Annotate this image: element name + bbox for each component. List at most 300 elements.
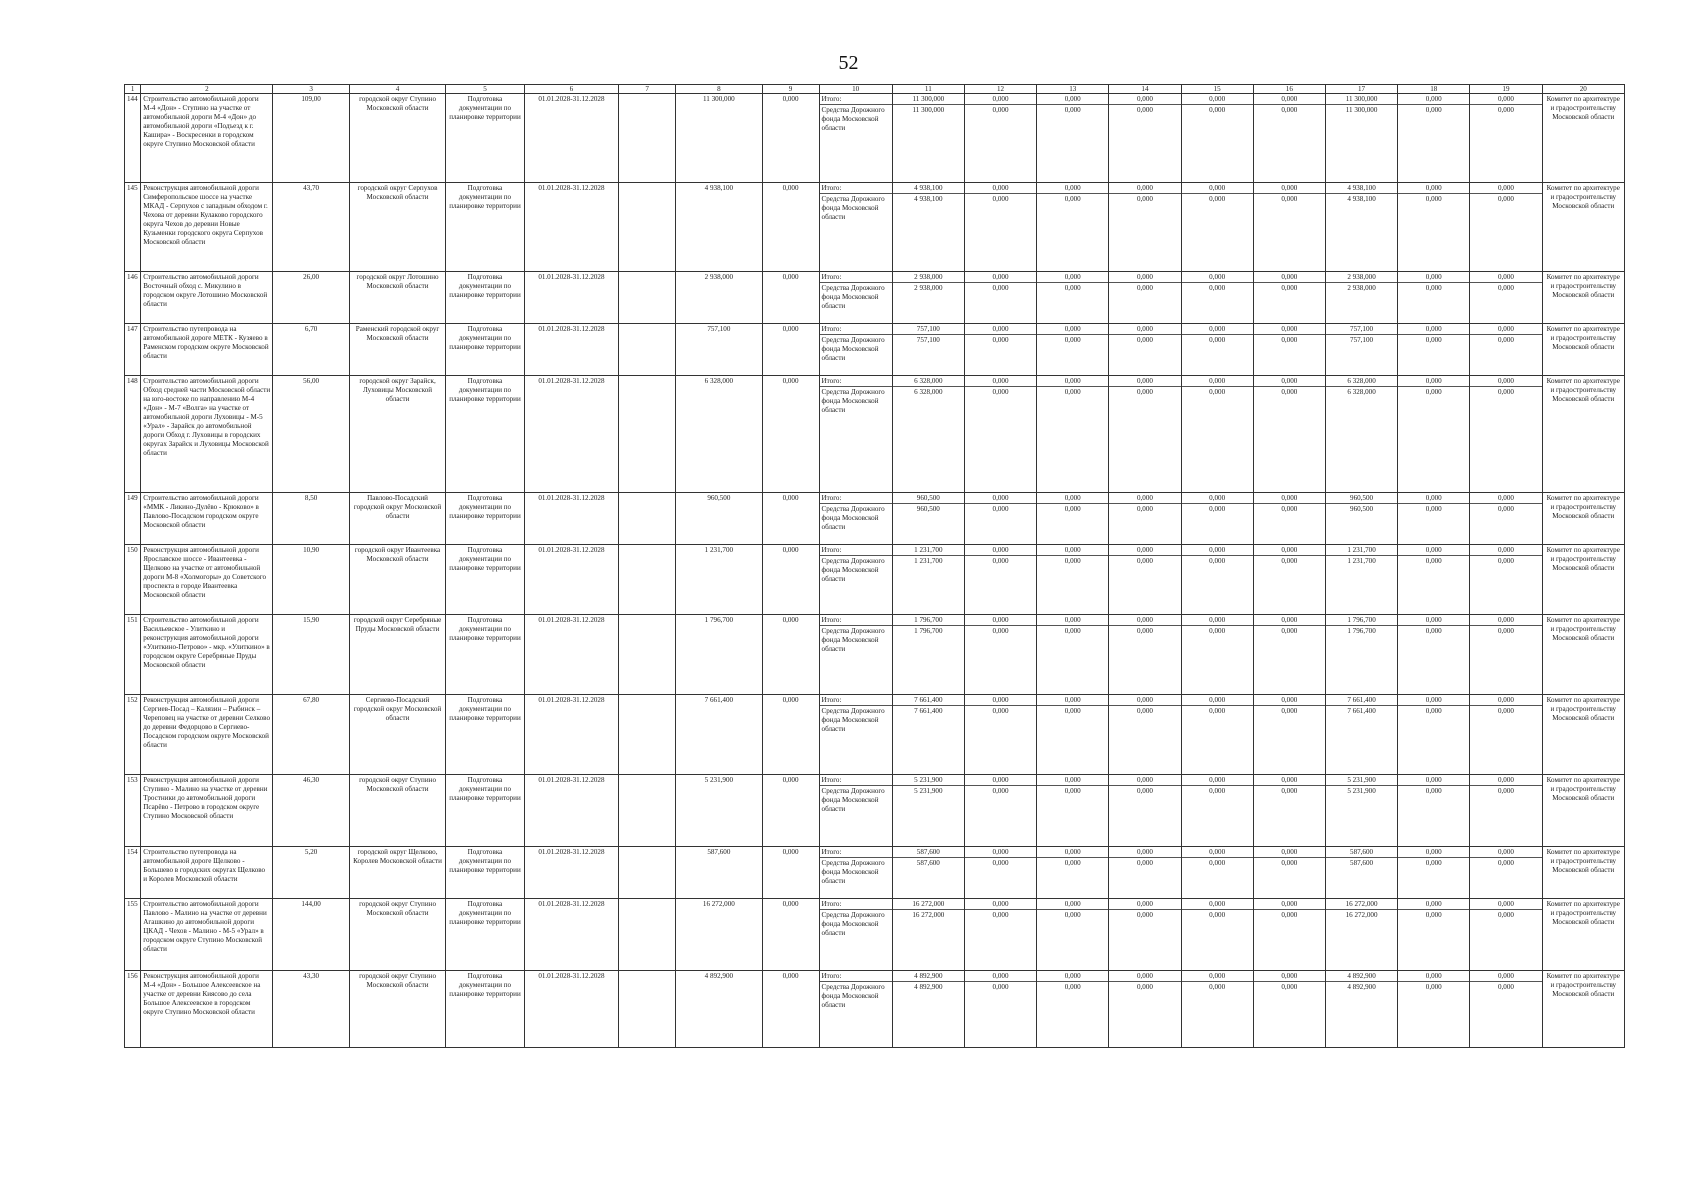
amount-source: 0,000 [1064, 627, 1081, 635]
object-name: Строительство автомобильной дороги Павлово - Малино на участке от деревни Агашкино до автомобильной дороги ЦКАД - Чехов - Малино - М-5 «Урал» в городском округе Ступино Московской области [141, 899, 273, 971]
amount-total: 16 272,000 [893, 900, 964, 910]
amount-col-14 [1109, 493, 1181, 545]
amount-total: 0,000 [1470, 696, 1541, 706]
amount-total: 0,000 [1037, 776, 1108, 786]
amount-source: 0,000 [1425, 787, 1442, 795]
amount-total: 0,000 [1470, 616, 1541, 626]
amount-total: 0,000 [1470, 546, 1541, 556]
amount-total: 0,000 [1037, 616, 1108, 626]
amount-source: 0,000 [1497, 388, 1514, 396]
amount-col-13 [1037, 545, 1109, 615]
amount-total: 0,000 [1037, 972, 1108, 982]
amount-col-18 [1398, 775, 1470, 847]
amount-col-19 [1470, 493, 1542, 545]
cost-total: 1 796,700 [676, 615, 762, 695]
amount-source: 0,000 [1497, 911, 1514, 919]
responsible-body: Комитет по архитектуре и градостроительству Московской области [1542, 971, 1624, 1048]
amount-col-19 [1470, 545, 1542, 615]
amount-total: 4 892,900 [893, 972, 964, 982]
column-number: 19 [1470, 85, 1542, 94]
col-9-value: 0,000 [762, 847, 819, 899]
municipality: городской округ Серебряные Пруды Московской области [349, 615, 446, 695]
amount-total: 0,000 [1398, 776, 1469, 786]
row-number: 153 [125, 775, 141, 847]
amount-source: 0,000 [1136, 627, 1153, 635]
col-9-value: 0,000 [762, 695, 819, 775]
amount-col-15 [1181, 695, 1253, 775]
table-row [125, 545, 1625, 615]
amount-col-18 [1398, 695, 1470, 775]
table-row [125, 615, 1625, 695]
source-label: Средства Дорожного фонда Московской области [821, 336, 885, 362]
amount-col-12 [964, 695, 1036, 775]
amount-source: 0,000 [992, 195, 1009, 203]
amount-col-17 [1325, 94, 1397, 183]
amount-source: 0,000 [1136, 284, 1153, 292]
amount-source: 0,000 [1497, 557, 1514, 565]
amount-total: 0,000 [1109, 848, 1180, 858]
amount-col-15 [1181, 272, 1253, 324]
col-7-empty [619, 899, 676, 971]
col-9-value: 0,000 [762, 183, 819, 272]
amount-total: 0,000 [1254, 325, 1325, 335]
row-number: 155 [125, 899, 141, 971]
road-length: 5,20 [273, 847, 349, 899]
road-length: 46,30 [273, 775, 349, 847]
amount-col-14 [1109, 971, 1181, 1048]
funding-source [819, 615, 892, 695]
amount-col-11 [892, 183, 964, 272]
amount-total: 587,600 [893, 848, 964, 858]
amount-total: 0,000 [1398, 184, 1469, 194]
responsible-body: Комитет по архитектуре и градостроительству Московской области [1542, 847, 1624, 899]
amount-source: 960,500 [1350, 505, 1374, 513]
amount-col-15 [1181, 615, 1253, 695]
funding-source [819, 94, 892, 183]
amount-source: 16 272,000 [912, 911, 945, 919]
amount-col-17 [1325, 615, 1397, 695]
amount-col-11 [892, 615, 964, 695]
period: 01.01.2028-31.12.2028 [524, 183, 619, 272]
amount-total: 757,100 [1326, 325, 1397, 335]
stage: Подготовка документации по планировке территории [446, 272, 524, 324]
amount-total: 0,000 [1037, 848, 1108, 858]
amount-total: 2 938,000 [893, 273, 964, 283]
road-length: 43,30 [273, 971, 349, 1048]
col-7-empty [619, 183, 676, 272]
amount-source: 0,000 [1281, 787, 1298, 795]
amount-total: 0,000 [965, 616, 1036, 626]
cost-total: 4 938,100 [676, 183, 762, 272]
municipality: городской округ Ступино Московской области [349, 899, 446, 971]
amount-source: 0,000 [1064, 106, 1081, 114]
amount-source: 0,000 [992, 284, 1009, 292]
amount-source: 0,000 [1209, 983, 1226, 991]
amount-total: 0,000 [1470, 184, 1541, 194]
funding-source [819, 971, 892, 1048]
road-length: 10,90 [273, 545, 349, 615]
amount-col-18 [1398, 272, 1470, 324]
amount-total: 0,000 [1182, 776, 1253, 786]
amount-col-19 [1470, 695, 1542, 775]
amount-col-14 [1109, 545, 1181, 615]
amount-total: 0,000 [1398, 546, 1469, 556]
amount-col-16 [1253, 899, 1325, 971]
amount-total: 11 300,000 [893, 95, 964, 105]
amount-source: 0,000 [1425, 557, 1442, 565]
amount-total: 0,000 [1398, 377, 1469, 387]
object-name: Строительство автомобильной дороги М-4 «Дон» - Ступино на участке от автомобильной дороги М-4 «Дон» до автомобильной дороги «Подъезд к г. Кашира» - Воскресенки в городском округе Ступино Московской области [141, 94, 273, 183]
amount-total: 0,000 [1037, 546, 1108, 556]
amount-total: 0,000 [1398, 494, 1469, 504]
amount-total: 0,000 [1254, 546, 1325, 556]
amount-total: 0,000 [1470, 273, 1541, 283]
amount-source: 587,600 [1350, 859, 1374, 867]
amount-col-15 [1181, 775, 1253, 847]
responsible-body: Комитет по архитектуре и градостроительству Московской области [1542, 94, 1624, 183]
funding-source [819, 324, 892, 376]
total-label: Итого: [820, 776, 892, 786]
amount-total: 0,000 [1254, 184, 1325, 194]
amount-total: 0,000 [1182, 848, 1253, 858]
amount-total: 0,000 [1182, 273, 1253, 283]
cost-total: 4 892,900 [676, 971, 762, 1048]
road-length: 56,00 [273, 376, 349, 493]
source-label: Средства Дорожного фонда Московской области [821, 505, 885, 531]
source-label: Средства Дорожного фонда Московской области [821, 388, 885, 414]
amount-col-19 [1470, 899, 1542, 971]
amount-total: 0,000 [1254, 377, 1325, 387]
responsible-body: Комитет по архитектуре и градостроительству Московской области [1542, 272, 1624, 324]
road-length: 109,00 [273, 94, 349, 183]
amount-source: 0,000 [1136, 859, 1153, 867]
column-number: 6 [524, 85, 619, 94]
col-7-empty [619, 695, 676, 775]
amount-col-16 [1253, 272, 1325, 324]
column-number: 2 [141, 85, 273, 94]
amount-source: 0,000 [1064, 557, 1081, 565]
amount-col-18 [1398, 899, 1470, 971]
road-length: 43,70 [273, 183, 349, 272]
column-number: 1 [125, 85, 141, 94]
amount-col-15 [1181, 847, 1253, 899]
total-label: Итого: [820, 95, 892, 105]
amount-col-11 [892, 775, 964, 847]
row-number: 148 [125, 376, 141, 493]
cost-total: 7 661,400 [676, 695, 762, 775]
amount-col-14 [1109, 376, 1181, 493]
amount-source: 0,000 [1281, 707, 1298, 715]
table-row [125, 272, 1625, 324]
amount-total: 0,000 [1254, 616, 1325, 626]
stage: Подготовка документации по планировке территории [446, 493, 524, 545]
amount-source: 11 300,000 [1345, 106, 1378, 114]
amount-total: 0,000 [1470, 848, 1541, 858]
amount-col-17 [1325, 324, 1397, 376]
amount-source: 1 796,700 [914, 627, 943, 635]
row-number: 152 [125, 695, 141, 775]
amount-col-18 [1398, 324, 1470, 376]
stage: Подготовка документации по планировке территории [446, 615, 524, 695]
amount-source: 0,000 [1064, 505, 1081, 513]
amount-source: 0,000 [1425, 707, 1442, 715]
amount-col-16 [1253, 94, 1325, 183]
amount-col-16 [1253, 183, 1325, 272]
amount-col-17 [1325, 376, 1397, 493]
amount-source: 1 231,700 [914, 557, 943, 565]
amount-col-12 [964, 493, 1036, 545]
amount-col-13 [1037, 493, 1109, 545]
amount-source: 0,000 [992, 707, 1009, 715]
source-label: Средства Дорожного фонда Московской области [821, 859, 885, 885]
amount-col-13 [1037, 847, 1109, 899]
amount-total: 0,000 [1254, 848, 1325, 858]
col-9-value: 0,000 [762, 324, 819, 376]
road-length: 26,00 [273, 272, 349, 324]
row-number: 156 [125, 971, 141, 1048]
total-label: Итого: [820, 494, 892, 504]
amount-col-14 [1109, 615, 1181, 695]
amount-col-12 [964, 272, 1036, 324]
amount-total: 0,000 [1470, 776, 1541, 786]
column-number: 10 [819, 85, 892, 94]
amount-source: 0,000 [1281, 195, 1298, 203]
amount-total: 0,000 [1182, 696, 1253, 706]
amount-col-13 [1037, 272, 1109, 324]
amount-source: 0,000 [1425, 859, 1442, 867]
row-number: 147 [125, 324, 141, 376]
amount-col-16 [1253, 695, 1325, 775]
amount-total: 0,000 [965, 273, 1036, 283]
amount-source: 0,000 [992, 787, 1009, 795]
amount-total: 0,000 [965, 696, 1036, 706]
amount-source: 0,000 [1136, 106, 1153, 114]
amount-col-15 [1181, 324, 1253, 376]
column-number: 15 [1181, 85, 1253, 94]
cost-total: 5 231,900 [676, 775, 762, 847]
amount-total: 0,000 [1182, 377, 1253, 387]
col-9-value: 0,000 [762, 971, 819, 1048]
amount-total: 0,000 [1182, 184, 1253, 194]
amount-total: 0,000 [1037, 696, 1108, 706]
amount-source: 0,000 [1064, 787, 1081, 795]
amount-col-15 [1181, 545, 1253, 615]
stage: Подготовка документации по планировке территории [446, 695, 524, 775]
amount-source: 0,000 [1209, 627, 1226, 635]
object-name: Строительство автомобильной дороги Васильевское - Улиткино и реконструкция автомобильной дороги «Улиткино-Петрово» - мкр. «Улиткино» в городском округе Серебряные Пруды Московской области [141, 615, 273, 695]
row-number: 150 [125, 545, 141, 615]
amount-source: 0,000 [1281, 505, 1298, 513]
amount-col-12 [964, 376, 1036, 493]
object-name: Строительство автомобильной дороги Восточный обход с. Микулино в городском округе Лотошино Московской области [141, 272, 273, 324]
amount-source: 0,000 [1281, 911, 1298, 919]
amount-source: 2 938,000 [914, 284, 943, 292]
amount-source: 0,000 [1209, 911, 1226, 919]
object-name: Строительство автомобильной дороги Обход средней части Московской области на юго-востоке по направлению М-4 «Дон» - М-7 «Волга» на участке от автомобильной дороги Луховицы - М-5 «Урал» - Зарайск до автомобильной дороги Обход г. Луховицы в городских округах Зарайск и Луховицы Московской области [141, 376, 273, 493]
column-number: 14 [1109, 85, 1181, 94]
period: 01.01.2028-31.12.2028 [524, 899, 619, 971]
amount-total: 0,000 [965, 95, 1036, 105]
amount-total: 0,000 [1109, 972, 1180, 982]
amount-total: 0,000 [1398, 273, 1469, 283]
amount-total: 0,000 [1470, 494, 1541, 504]
amount-source: 0,000 [1209, 106, 1226, 114]
amount-source: 0,000 [1497, 284, 1514, 292]
amount-source: 0,000 [1425, 195, 1442, 203]
amount-total: 2 938,000 [1326, 273, 1397, 283]
column-number: 3 [273, 85, 349, 94]
amount-col-11 [892, 545, 964, 615]
source-label: Средства Дорожного фонда Московской области [821, 284, 885, 310]
responsible-body: Комитет по архитектуре и градостроительству Московской области [1542, 493, 1624, 545]
table-row [125, 324, 1625, 376]
amount-total: 587,600 [1326, 848, 1397, 858]
amount-total: 0,000 [1398, 325, 1469, 335]
amount-total: 0,000 [1254, 776, 1325, 786]
amount-total: 0,000 [1254, 900, 1325, 910]
amount-total: 0,000 [965, 184, 1036, 194]
amount-col-14 [1109, 899, 1181, 971]
amount-col-15 [1181, 376, 1253, 493]
amount-total: 0,000 [1182, 900, 1253, 910]
amount-source: 0,000 [1064, 195, 1081, 203]
amount-col-17 [1325, 545, 1397, 615]
amount-total: 960,500 [893, 494, 964, 504]
period: 01.01.2028-31.12.2028 [524, 695, 619, 775]
amount-col-18 [1398, 183, 1470, 272]
municipality: городской округ Ступино Московской области [349, 775, 446, 847]
amount-total: 4 938,100 [893, 184, 964, 194]
source-label: Средства Дорожного фонда Московской области [821, 627, 885, 653]
amount-source: 0,000 [1497, 195, 1514, 203]
amount-col-18 [1398, 971, 1470, 1048]
amount-total: 0,000 [965, 848, 1036, 858]
column-number: 17 [1325, 85, 1397, 94]
cost-total: 960,500 [676, 493, 762, 545]
amount-col-11 [892, 324, 964, 376]
amount-source: 1 231,700 [1347, 557, 1376, 565]
amount-source: 0,000 [1281, 627, 1298, 635]
amount-col-11 [892, 971, 964, 1048]
responsible-body: Комитет по архитектуре и градостроительству Московской области [1542, 695, 1624, 775]
stage: Подготовка документации по планировке территории [446, 971, 524, 1048]
funding-source [819, 272, 892, 324]
table-row [125, 971, 1625, 1048]
amount-total: 0,000 [1182, 546, 1253, 556]
amount-source: 7 661,400 [914, 707, 943, 715]
amount-col-12 [964, 94, 1036, 183]
amount-source: 0,000 [1209, 787, 1226, 795]
cost-total: 11 300,000 [676, 94, 762, 183]
amount-total: 0,000 [965, 776, 1036, 786]
amount-source: 0,000 [992, 388, 1009, 396]
amount-total: 0,000 [1398, 616, 1469, 626]
amount-source: 4 892,900 [914, 983, 943, 991]
responsible-body: Комитет по архитектуре и градостроительству Московской области [1542, 545, 1624, 615]
column-number: 5 [446, 85, 524, 94]
stage: Подготовка документации по планировке территории [446, 775, 524, 847]
financing-table [124, 84, 1625, 1048]
amount-source: 0,000 [1281, 859, 1298, 867]
amount-source: 960,500 [916, 505, 940, 513]
amount-source: 0,000 [1425, 106, 1442, 114]
amount-source: 0,000 [1136, 336, 1153, 344]
amount-source: 0,000 [1281, 388, 1298, 396]
amount-source: 0,000 [1497, 336, 1514, 344]
amount-source: 0,000 [1064, 336, 1081, 344]
amount-total: 0,000 [1254, 273, 1325, 283]
amount-total: 11 300,000 [1326, 95, 1397, 105]
object-name: Реконструкция автомобильной дороги Ярославское шоссе - Ивантеевка - Щелково на участке от автомобильной дороги М-8 «Холмогоры» до Советского проспекта в городе Ивантеевка Московской области [141, 545, 273, 615]
amount-source: 11 300,000 [912, 106, 945, 114]
table-row [125, 775, 1625, 847]
col-7-empty [619, 324, 676, 376]
table-body [125, 94, 1625, 1048]
amount-col-12 [964, 615, 1036, 695]
amount-col-12 [964, 545, 1036, 615]
amount-source: 0,000 [1425, 388, 1442, 396]
amount-total: 0,000 [965, 494, 1036, 504]
stage: Подготовка документации по планировке территории [446, 376, 524, 493]
amount-col-12 [964, 899, 1036, 971]
amount-col-11 [892, 899, 964, 971]
source-label: Средства Дорожного фонда Московской области [821, 106, 885, 132]
amount-total: 6 328,000 [893, 377, 964, 387]
col-7-empty [619, 376, 676, 493]
amount-col-13 [1037, 775, 1109, 847]
amount-source: 0,000 [1136, 557, 1153, 565]
cost-total: 757,100 [676, 324, 762, 376]
period: 01.01.2028-31.12.2028 [524, 615, 619, 695]
municipality: Павлово-Посадский городской округ Московской области [349, 493, 446, 545]
amount-col-12 [964, 324, 1036, 376]
amount-total: 0,000 [1254, 494, 1325, 504]
amount-source: 0,000 [1497, 707, 1514, 715]
period: 01.01.2028-31.12.2028 [524, 94, 619, 183]
funding-source [819, 899, 892, 971]
col-9-value: 0,000 [762, 376, 819, 493]
amount-source: 7 661,400 [1347, 707, 1376, 715]
amount-source: 0,000 [1209, 707, 1226, 715]
responsible-body: Комитет по архитектуре и градостроительству Московской области [1542, 899, 1624, 971]
amount-col-13 [1037, 183, 1109, 272]
row-number: 145 [125, 183, 141, 272]
amount-source: 0,000 [1136, 195, 1153, 203]
object-name: Реконструкция автомобильной дороги М-4 «Дон» - Большое Алексеевское на участке от деревни Киясово до села Большое Алексеевское в городском округе Ступино Московской области [141, 971, 273, 1048]
amount-source: 0,000 [1064, 911, 1081, 919]
amount-col-16 [1253, 376, 1325, 493]
col-7-empty [619, 272, 676, 324]
period: 01.01.2028-31.12.2028 [524, 272, 619, 324]
amount-source: 0,000 [992, 505, 1009, 513]
amount-source: 2 938,000 [1347, 284, 1376, 292]
amount-source: 0,000 [992, 983, 1009, 991]
amount-source: 0,000 [1209, 336, 1226, 344]
amount-source: 0,000 [1425, 284, 1442, 292]
amount-source: 0,000 [1209, 505, 1226, 513]
col-9-value: 0,000 [762, 272, 819, 324]
amount-total: 6 328,000 [1326, 377, 1397, 387]
municipality: Раменский городской округ Московской области [349, 324, 446, 376]
row-number: 151 [125, 615, 141, 695]
amount-source: 0,000 [1425, 336, 1442, 344]
period: 01.01.2028-31.12.2028 [524, 376, 619, 493]
amount-col-18 [1398, 545, 1470, 615]
amount-source: 0,000 [1064, 983, 1081, 991]
period: 01.01.2028-31.12.2028 [524, 775, 619, 847]
funding-source [819, 847, 892, 899]
object-name: Строительство путепровода на автомобильной дороге Щелково - Большево в городских округах Щелково и Королев Московской области [141, 847, 273, 899]
